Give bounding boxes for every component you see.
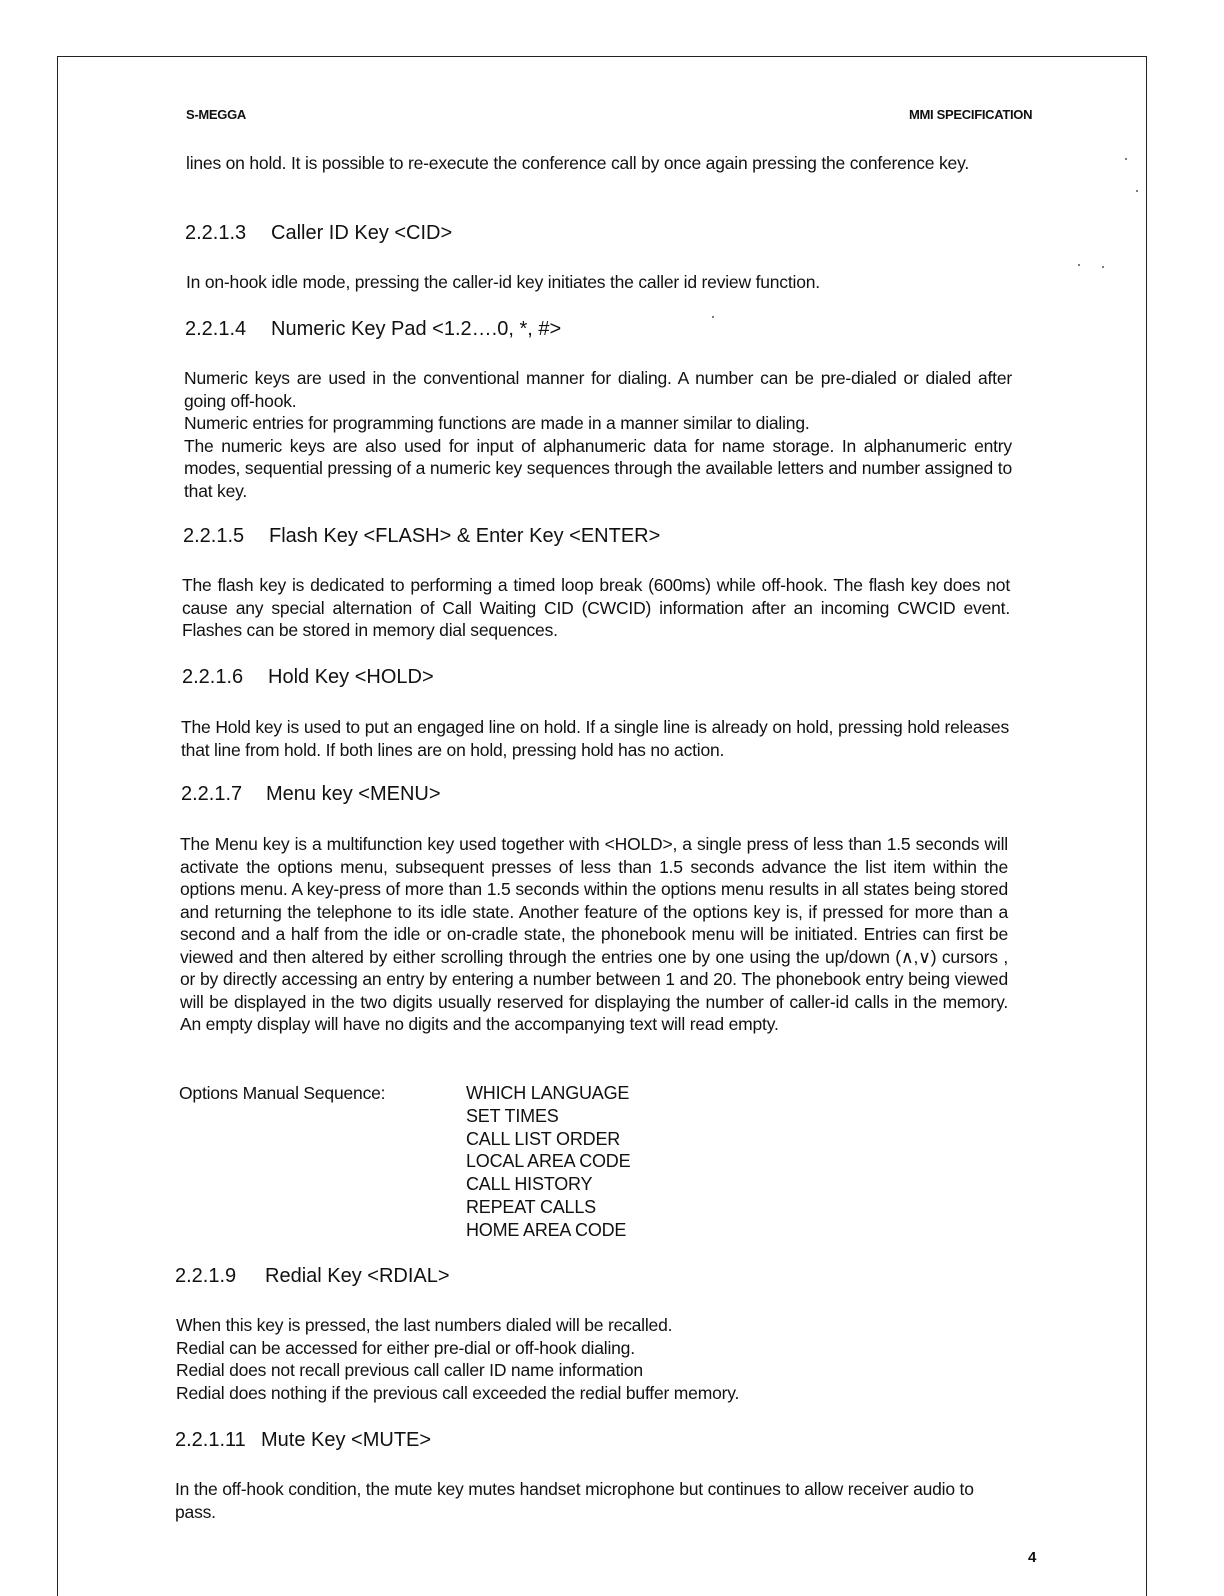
intro-text: lines on hold. It is possible to re-execute the conference call by once again pressing the conference key. [186, 153, 969, 173]
options-sequence-list [466, 1082, 630, 1242]
intro-paragraph [186, 152, 1015, 175]
section-number: 2.2.1.3 [185, 222, 247, 244]
section-title: Mute Key <MUTE> [261, 1429, 432, 1451]
section-body-hold [181, 716, 1009, 761]
paragraph: The Menu key is a multifunction key used together with <HOLD>, a single press of less than 1.5 seconds will activate the options menu, subsequent presses of less than 1.5 seconds advance the list item within the options menu. A key-press of more than 1.5 seconds within the options menu results in all states being stored and returning the telephone to its idle state. Another feature of the options key is, if pressed for more than a second and a half from the idle or on-cradle state, the phonebook menu will be initiated. Entries can first be viewed and then altered by either scrolling through the entries one by one using the up/down (∧,∨) cursors , or by directly accessing an entry by entering a number between 1 and 20. The phonebook entry being viewed will be displayed in the two digits usually reserved for displaying the number of caller-id calls in the memory. An empty display will have no digits and the accompanying text will read empty. [180, 834, 1008, 1034]
scan-speck [1078, 264, 1080, 266]
header-doc-code: S-MEGGA [186, 107, 247, 122]
paragraph: In on-hook idle mode, pressing the caller-id key initiates the caller id review function. [186, 272, 820, 292]
paragraph: When this key is pressed, the last numbers dialed will be recalled. [176, 1315, 673, 1335]
list-item: SET TIMES [466, 1105, 559, 1126]
section-heading-flash-enter [183, 524, 660, 548]
section-number: 2.2.1.5 [183, 525, 245, 547]
section-heading-hold [182, 665, 434, 689]
paragraph: The flash key is dedicated to performing a timed loop break (600ms) while off-hook. The flash key does not cause any special alternation of Call Waiting CID (CWCID) information after an incoming CWCID event. Flashes can be stored in memory dial sequences. [182, 575, 1010, 640]
paragraph: In the off-hook condition, the mute key mutes handset microphone but continues to allow receiver audio to pass. [175, 1479, 974, 1522]
section-number: 2.2.1.7 [181, 783, 243, 805]
section-number: 2.2.1.9 [175, 1265, 237, 1287]
section-heading-redial [175, 1264, 450, 1288]
list-item: HOME AREA CODE [466, 1219, 627, 1240]
section-body-numeric-keypad [184, 367, 1012, 502]
section-heading-mute [175, 1428, 431, 1452]
paragraph: Redial does not recall previous call caller ID name information [176, 1360, 643, 1380]
page-number: 4 [1028, 1549, 1037, 1566]
section-heading-menu [181, 782, 441, 806]
paragraph: Redial does nothing if the previous call exceeded the redial buffer memory. [176, 1382, 740, 1403]
scan-speck [1102, 266, 1104, 268]
section-title: Hold Key <HOLD> [268, 666, 434, 688]
section-heading-caller-id [185, 221, 452, 245]
section-title: Caller ID Key <CID> [271, 222, 453, 244]
list-item: LOCAL AREA CODE [466, 1151, 631, 1172]
section-body-redial [176, 1314, 1016, 1404]
paragraph: Numeric entries for programming functions are made in a manner similar to dialing. [184, 413, 810, 433]
section-title: Redial Key <RDIAL> [265, 1265, 450, 1287]
section-body-caller-id [186, 271, 1026, 294]
header-doc-title: MMI SPECIFICATION [909, 107, 1033, 122]
scan-speck [712, 316, 714, 318]
section-number: 2.2.1.4 [185, 318, 247, 340]
options-sequence-label: Options Manual Sequence: [179, 1083, 386, 1103]
section-title: Flash Key <FLASH> & Enter Key <ENTER> [269, 525, 661, 547]
section-title: Numeric Key Pad <1.2….0, *, #> [271, 318, 562, 340]
section-number: 2.2.1.11 [175, 1429, 246, 1451]
section-number: 2.2.1.6 [182, 666, 244, 688]
list-item: CALL HISTORY [466, 1174, 593, 1195]
section-body-flash-enter [182, 574, 1010, 642]
scan-speck [1125, 158, 1127, 160]
paragraph: Redial can be accessed for either pre-dial or off-hook dialing. [176, 1337, 635, 1358]
section-body-mute [175, 1478, 1005, 1523]
list-item: REPEAT CALLS [466, 1196, 596, 1217]
list-item: CALL LIST ORDER [466, 1128, 621, 1149]
scan-speck [1136, 190, 1138, 192]
paragraph: The numeric keys are also used for input of alphanumeric data for name storage. In alphanumeric entry modes, sequential pressing of a numeric key sequences through the available letters and number assigned to that key. [184, 435, 1012, 501]
list-item: WHICH LANGUAGE [466, 1083, 630, 1103]
section-heading-numeric-keypad [185, 317, 561, 341]
paragraph: Numeric keys are used in the conventional manner for dialing. A number can be pre-dialed or dialed after going off-hook. [184, 368, 1012, 411]
section-body-menu [180, 833, 1008, 1036]
section-title: Menu key <MENU> [266, 783, 441, 805]
paragraph: The Hold key is used to put an engaged line on hold. If a single line is already on hold, pressing hold releases that line from hold. If both lines are on hold, pressing hold has no action. [181, 717, 1009, 760]
